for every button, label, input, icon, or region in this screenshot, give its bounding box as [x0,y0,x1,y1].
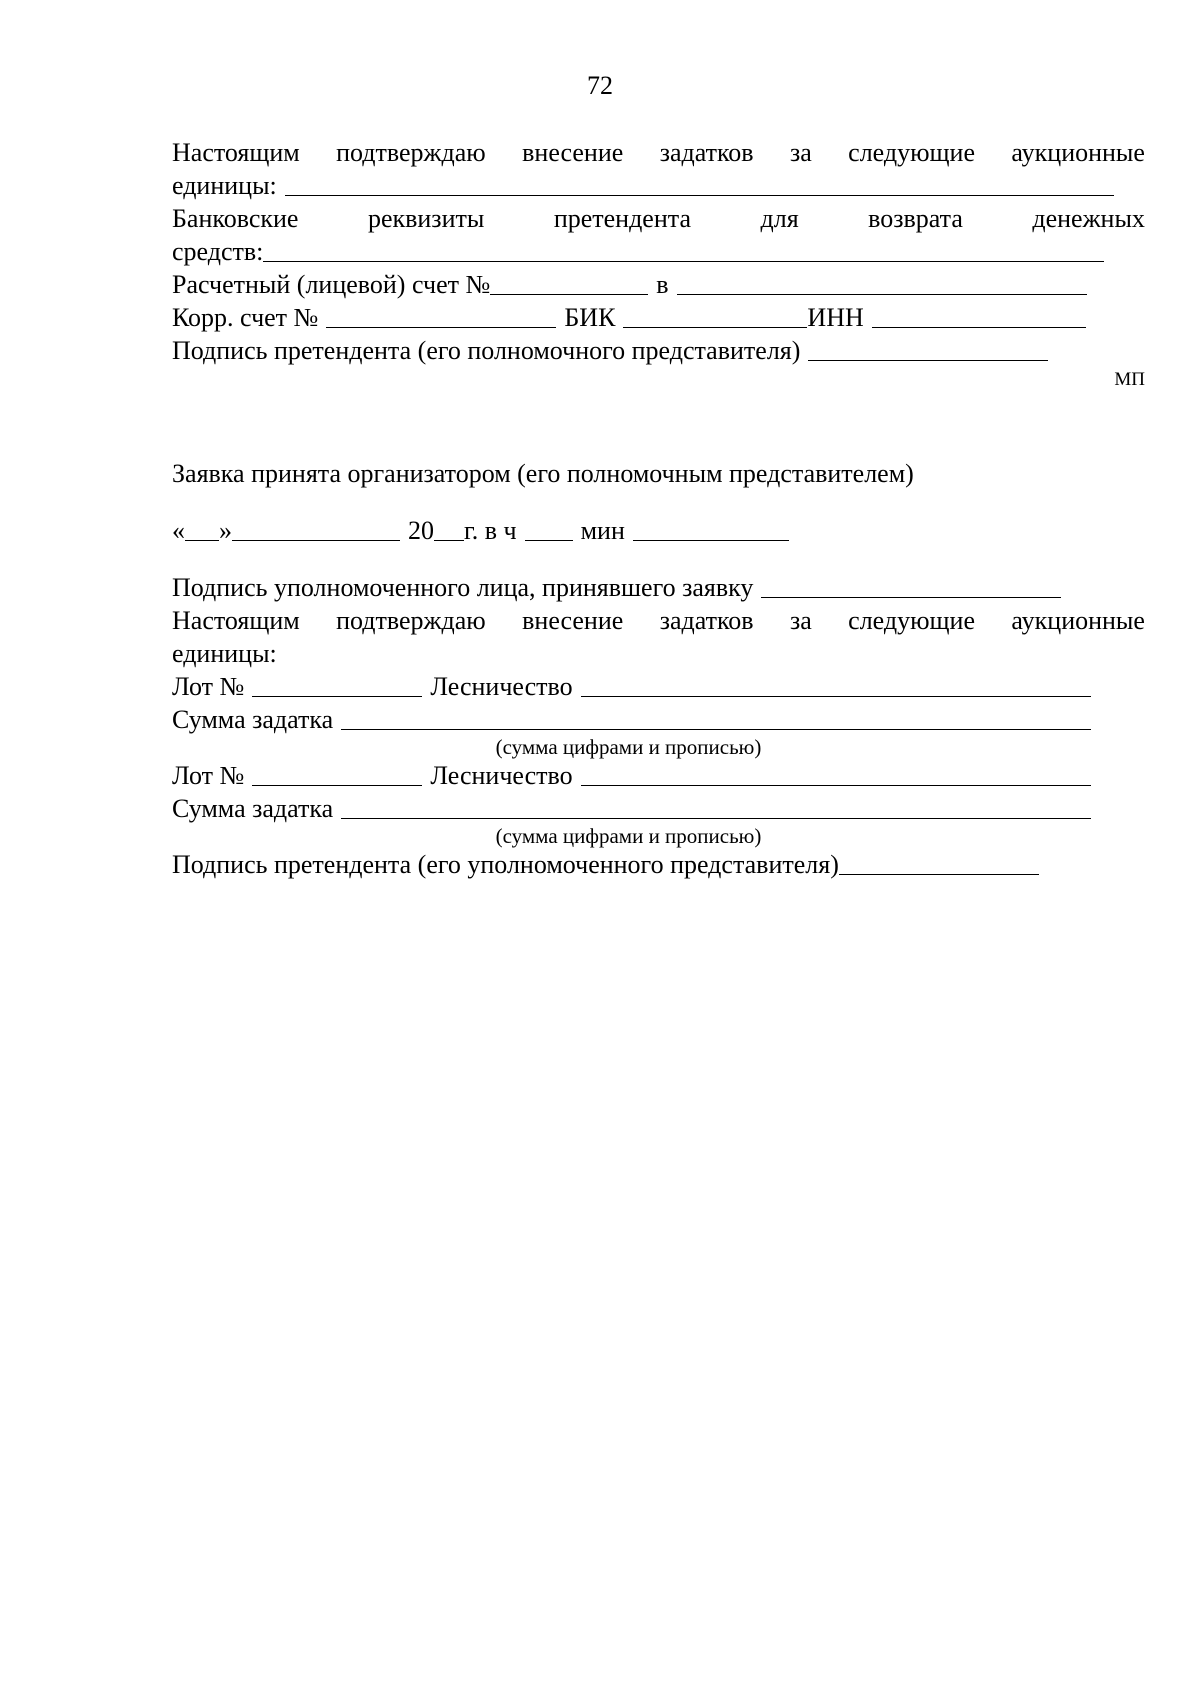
deposit-sum-line [172,703,1145,736]
final-signature-field[interactable] [839,850,1039,875]
page-number: 72 [587,71,613,100]
official-signature-field[interactable] [761,573,1061,598]
open-quote: « [172,516,185,545]
close-quote: » [219,516,232,545]
year-suffix: г. в ч [464,516,517,545]
forestry-field[interactable] [581,672,1091,697]
inn-field[interactable] [872,303,1086,328]
forestry-label: Лесничество [430,761,573,790]
units-line-2 [172,637,1145,670]
sum-label: Сумма задатка [172,705,334,734]
official-signature-line [172,571,1145,604]
funds-label: средств: [172,237,264,266]
lot-number-field[interactable] [252,672,422,697]
auction-units-field[interactable] [285,171,1114,196]
lot-line [172,670,1145,703]
bik-label: БИК [564,303,616,332]
minutes-field[interactable] [633,516,789,541]
form-body [172,136,1145,881]
units-label: единицы: [172,171,277,200]
lot-label: Лот № [172,761,245,790]
year-field[interactable] [434,516,464,541]
account-number-field[interactable] [490,270,648,295]
min-label: мин [580,516,625,545]
corr-line [172,301,1145,334]
applicant-signature-field[interactable] [808,336,1048,361]
account-line [172,268,1145,301]
bik-field[interactable] [623,303,807,328]
day-field[interactable] [185,516,219,541]
bank-details-field[interactable] [263,237,1104,262]
confirm-deposit-line-2: Настоящим подтверждаю внесение задатков за следующие аукционные [172,606,1145,635]
account-label: Расчетный (лицевой) счет № [172,270,491,299]
accepted-line [172,457,1145,490]
hour-field[interactable] [525,516,573,541]
funds-line [172,235,1145,268]
in-label: в [656,270,669,299]
bank-name-field[interactable] [677,270,1087,295]
lot-number-field[interactable] [252,761,422,786]
signature-label: Подпись претендента (его полномочного представителя) [172,336,801,365]
sum-label: Сумма задатка [172,794,334,823]
accepted-label: Заявка принята организатором (его полномочным представителем) [172,459,914,488]
forestry-field[interactable] [581,761,1091,786]
applicant-signature-line [172,334,1145,367]
corr-label: Корр. счет № [172,303,319,332]
sum-hint: (сумма цифрами и прописью) [495,824,762,848]
stamp-mark: МП [1114,369,1145,390]
month-field[interactable] [232,516,400,541]
units-label-2: единицы: [172,639,277,668]
final-signature-line [172,848,1145,881]
year-label: 20 [408,516,434,545]
deposit-sum-field[interactable] [341,705,1091,730]
date-line [172,514,1145,547]
corr-account-field[interactable] [326,303,556,328]
confirm-deposit-line: Настоящим подтверждаю внесение задатков за следующие аукционные [172,138,1145,167]
official-signature-label: Подпись уполномоченного лица, принявшего заявку [172,573,754,602]
inn-label: ИНН [807,303,864,332]
final-signature-label: Подпись претендента (его уполномоченного представителя) [172,850,839,879]
lot-line [172,759,1145,792]
forestry-label: Лесничество [430,672,573,701]
auction-units-line [172,169,1145,202]
bank-details-line: Банковские реквизиты претендента для возврата денежных [172,204,1145,233]
lot-label: Лот № [172,672,245,701]
deposit-sum-line [172,792,1145,825]
sum-hint: (сумма цифрами и прописью) [495,735,762,759]
deposit-sum-field[interactable] [341,794,1091,819]
